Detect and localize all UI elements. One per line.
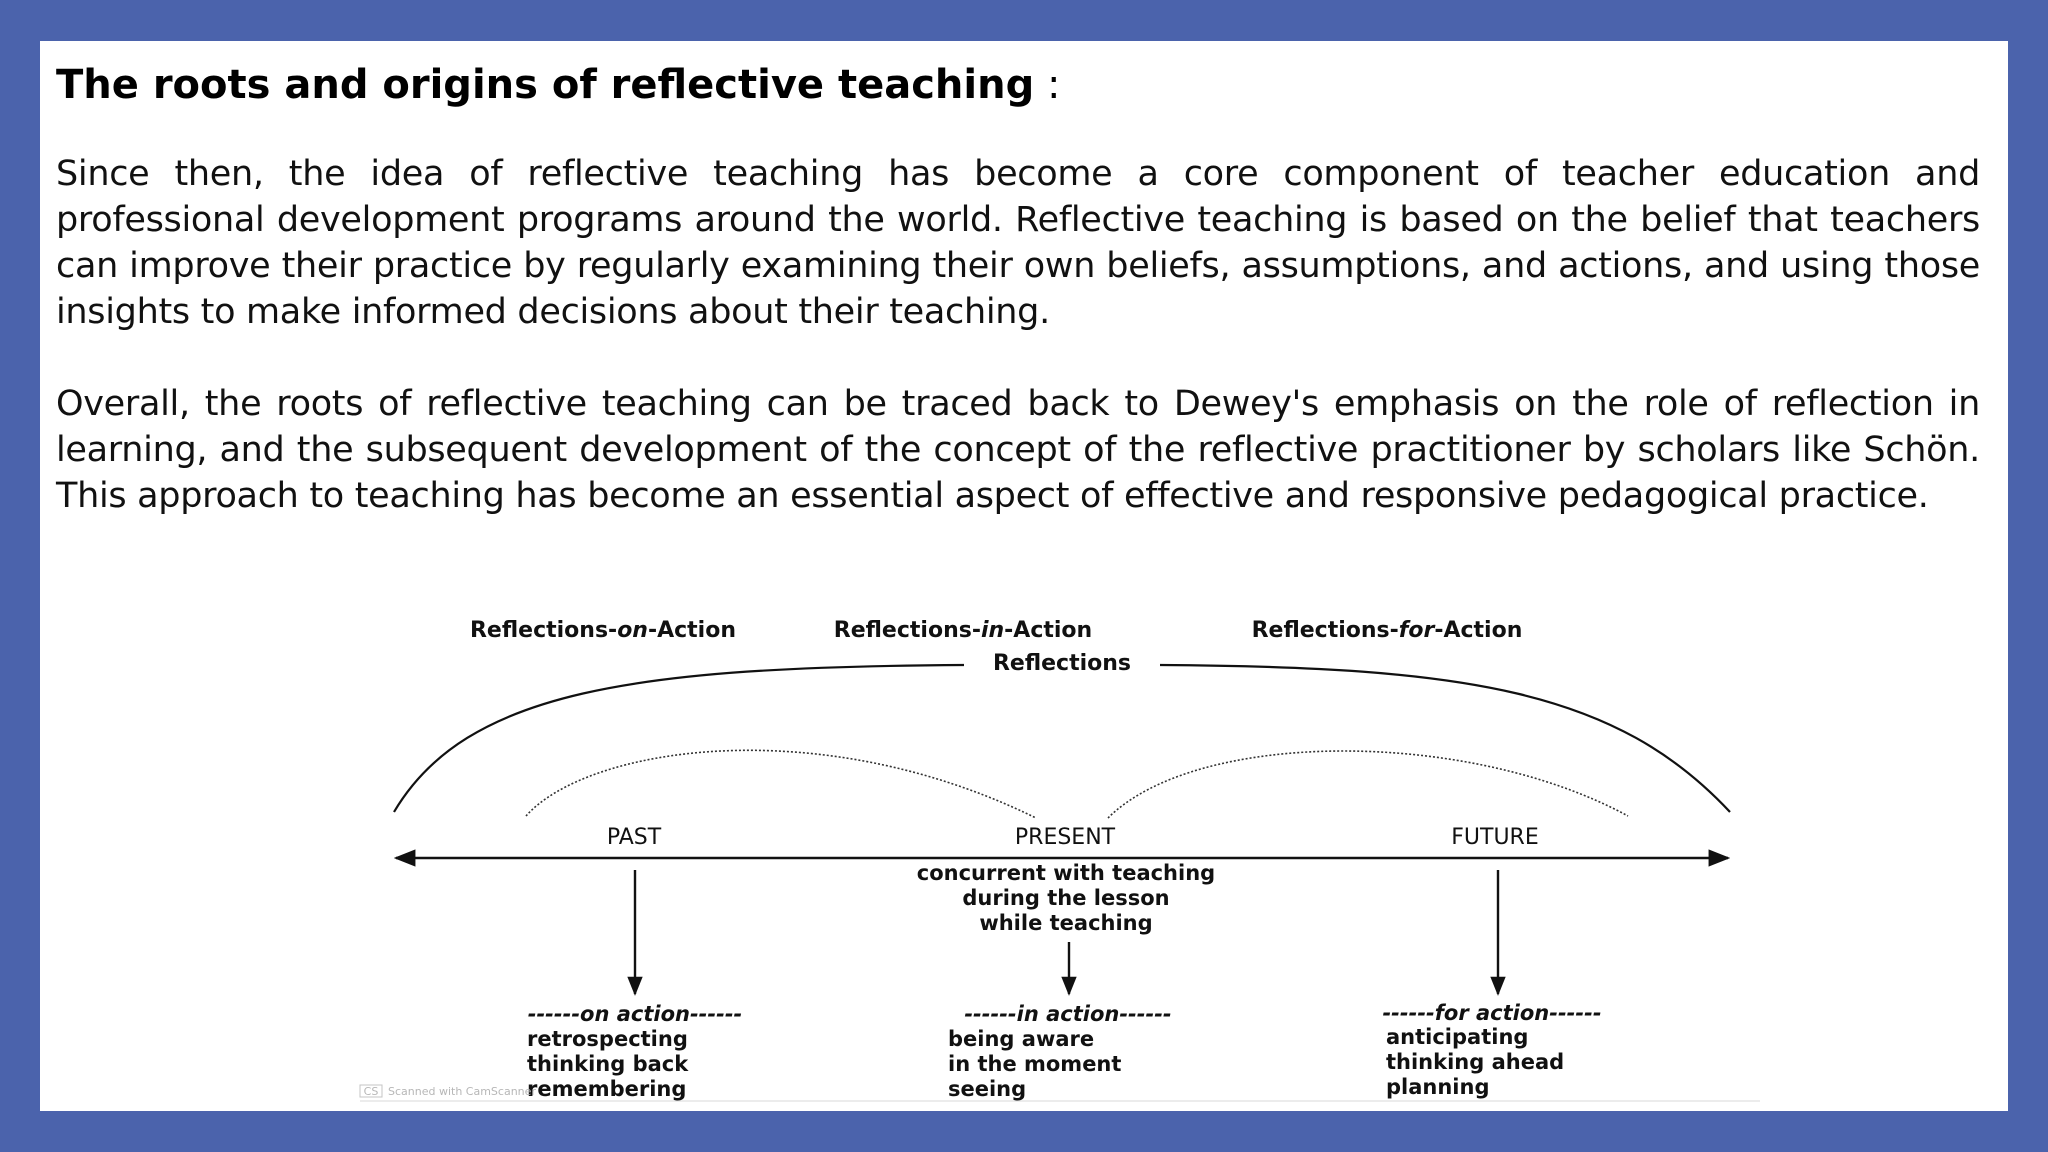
- reflection-diagram: [316, 570, 1760, 1104]
- timeline-future-label: FUTURE: [1451, 825, 1539, 850]
- big-arc-left: [394, 665, 964, 812]
- slide-title: [56, 59, 1980, 111]
- in-action-item-3: seeing: [948, 1077, 1027, 1101]
- reflections-label: Reflections: [992, 651, 1132, 676]
- for-action-item-2: thinking ahead: [1386, 1050, 1565, 1074]
- on-action-item-1: retrospecting: [527, 1027, 688, 1051]
- on-action-item-2: thinking back: [527, 1052, 689, 1076]
- reflection-diagram-svg: [316, 570, 1760, 1104]
- paragraph-1: Since then, the idea of reflective teaching has become a core component of teacher education and professional development programs around the world. Reflective teaching is based on the belief that teachers can improve their practice by regularly examining their own beliefs, assumptions, and actions, and using those insights to make informed decisions about their teaching.: [56, 154, 1980, 332]
- present-note-2: during the lesson: [962, 886, 1170, 910]
- present-note-3: while teaching: [979, 911, 1153, 935]
- timeline-present-label: PRESENT: [1014, 825, 1116, 850]
- watermark-badge: CS: [363, 1085, 379, 1098]
- slide: [40, 41, 2008, 1111]
- column-for-action-heading: ------for action------: [1382, 1001, 1602, 1025]
- text-block: [56, 59, 1980, 519]
- for-action-item-1: anticipating: [1386, 1025, 1529, 1049]
- on-action-item-3: remembering: [527, 1077, 687, 1101]
- for-action-item-3: planning: [1386, 1075, 1490, 1099]
- small-arc-past: [526, 750, 1036, 818]
- header-reflections-in-action: Reflections-in-Action: [833, 618, 1093, 643]
- slide-title-bold: The roots and origins of reflective teaching: [56, 62, 1035, 108]
- present-note-1: concurrent with teaching: [916, 861, 1216, 885]
- column-in-action-heading: ------in action------: [964, 1002, 1172, 1026]
- column-on-action-heading: ------on action------: [527, 1002, 743, 1026]
- header-reflections-on-action: Reflections-on-Action: [469, 618, 737, 643]
- in-action-item-2: in the moment: [948, 1052, 1122, 1076]
- watermark-text: Scanned with CamScanner: [388, 1085, 536, 1098]
- timeline-past-label: PAST: [606, 825, 662, 850]
- slide-title-suffix: :: [1034, 62, 1061, 108]
- paragraph-2: Overall, the roots of reflective teaching can be traced back to Dewey's emphasis on the role of reflection in learning, and the subsequent development of the concept of the reflective practitioner by scholars like Schön. This approach to teaching has become an essential aspect of effective and responsive pedagogical practice.: [56, 384, 1980, 516]
- in-action-item-1: being aware: [948, 1027, 1095, 1051]
- small-arc-future: [1108, 751, 1628, 818]
- big-arc-right: [1160, 665, 1730, 812]
- header-reflections-for-action: Reflections-for-Action: [1251, 618, 1523, 643]
